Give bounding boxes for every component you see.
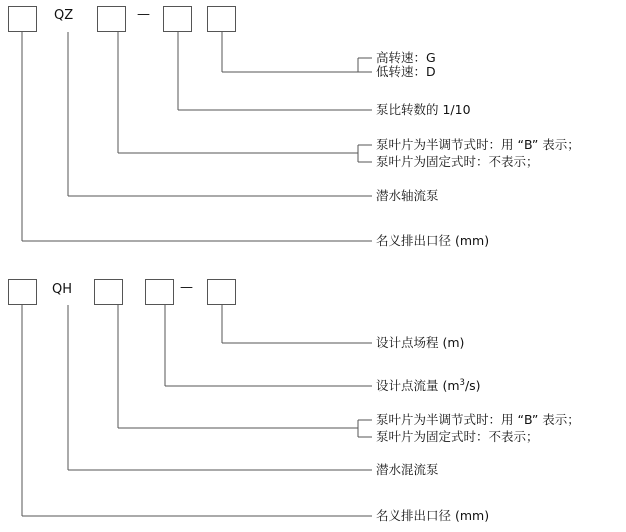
qh-design-flow-note [376, 379, 481, 393]
qh-box-2 [94, 279, 123, 305]
qh-pump-type-note: 潜水混流泵 [376, 462, 439, 477]
qz-pump-type-note: 潜水轴流泵 [376, 188, 439, 203]
qz-box-4 [207, 6, 236, 32]
qh-code-label: QH [52, 282, 73, 297]
qz-outlet-diameter-note: 名义排出口径 (mm) [376, 233, 490, 248]
qh-design-flow-text-after: /s) [464, 378, 481, 394]
qz-low-speed-note: 低转速：D [376, 64, 436, 79]
qh-box-1 [8, 279, 37, 305]
qh-box-3 [145, 279, 174, 305]
qh-design-flow-text-before: 设计点流量 (m [376, 378, 460, 394]
qh-design-head-note: 设计点场程 (m) [376, 335, 465, 350]
qz-box-2 [97, 6, 126, 32]
qh-box-4 [207, 279, 236, 305]
qz-blade-adjustable-note: 泵叶片为半调节式时：用 “B” 表示； [376, 137, 580, 152]
qz-specific-speed-note: 泵比转数的 1/10 [376, 102, 471, 117]
qz-box-3 [163, 6, 192, 32]
qh-blade-adjustable-note: 泵叶片为半调节式时：用 “B” 表示； [376, 412, 580, 427]
qz-high-speed-note: 高转速：G [376, 50, 436, 65]
qh-separator: — [180, 280, 193, 295]
qz-box-1 [8, 6, 37, 32]
qh-outlet-diameter-note: 名义排出口径 (mm) [376, 508, 490, 523]
qh-blade-fixed-note: 泵叶片为固定式时：不表示； [376, 429, 539, 444]
qz-separator: — [137, 7, 150, 22]
qz-blade-fixed-note: 泵叶片为固定式时：不表示； [376, 154, 539, 169]
qz-code-label: QZ [54, 8, 74, 23]
qh-design-flow-exponent: 3 [459, 378, 465, 388]
